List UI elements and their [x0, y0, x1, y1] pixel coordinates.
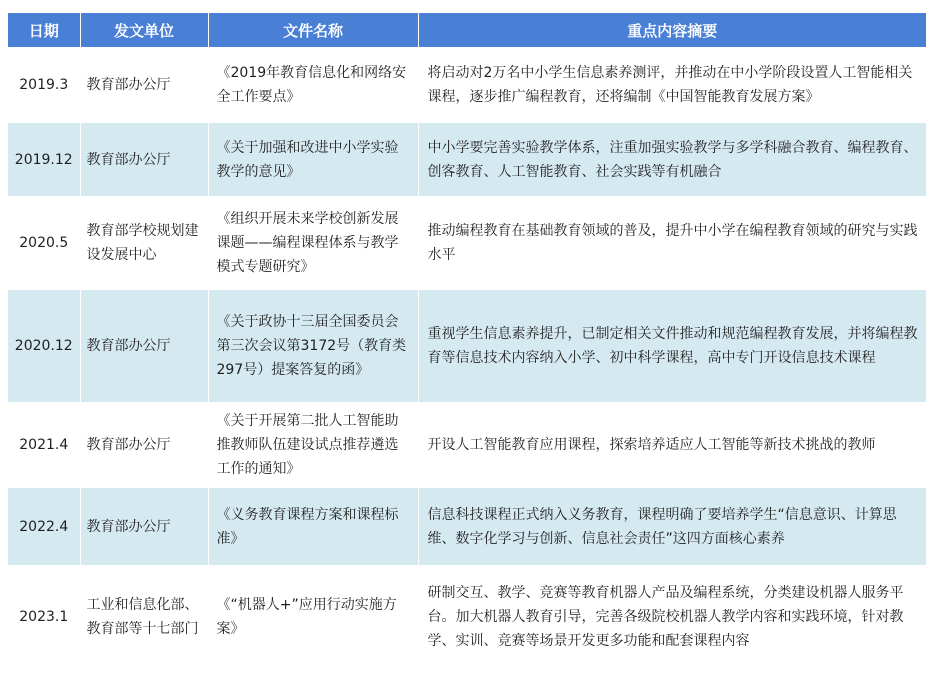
table-row — [8, 290, 926, 402]
cell-date: 2023.1 — [8, 565, 80, 669]
cell-summary: 开设人工智能教育应用课程，探索培养适应人工智能等新技术挑战的教师 — [427, 437, 876, 453]
cell-date: 2019.3 — [8, 47, 80, 123]
cell-summary: 推动编程教育在基础教育领域的普及，提升中小学在编程教育领域的研究与实践水平 — [427, 223, 918, 263]
cell-doc: 《关于开展第二批人工智能助推教师队伍建设试点推荐遴选工作的通知》 — [208, 402, 418, 488]
cell-unit: 教育部办公厅 — [80, 488, 208, 565]
cell-unit: 工业和信息化部、教育部等十七部门 — [80, 565, 208, 669]
cell-summary: 信息科技课程正式纳入义务教育，课程明确了要培养学生“信息意识、计算思维、数字化学习与创新、信息社会责任”这四方面核心素养 — [427, 506, 897, 547]
cell-doc: 《“机器人+”应用行动实施方案》 — [208, 565, 418, 669]
table-row — [8, 402, 926, 488]
cell-summary: 中小学要完善实验教学体系，注重加强实验教学与多学科融合教育、编程教育、创客教育、人工智能教育、社会实践等有机融合 — [427, 139, 918, 180]
cell-summary: 研制交互、教学、竞赛等教育机器人产品及编程系统，分类建设机器人服务平台。加大机器人教育引导，完善各级院校机器人教学内容和实践环境，针对教学、实训、竞赛等场景开发更多功能和配套课程内容 — [427, 585, 904, 649]
header-date: 日期 — [8, 13, 80, 47]
header-summary: 重点内容摘要 — [627, 21, 718, 40]
table-header — [8, 13, 926, 47]
table-row — [8, 196, 926, 290]
cell-date: 2021.4 — [8, 402, 80, 488]
cell-doc: 《关于加强和改进中小学实验教学的意见》 — [208, 123, 418, 196]
table-body — [8, 47, 926, 669]
header-row — [8, 13, 926, 47]
cell-unit: 教育部学校规划建设发展中心 — [80, 196, 208, 290]
table-row — [8, 488, 926, 565]
cell-unit: 教育部办公厅 — [80, 47, 208, 123]
cell-date: 2020.5 — [8, 196, 80, 290]
cell-date: 2022.4 — [8, 488, 80, 565]
cell-unit: 教育部办公厅 — [80, 402, 208, 488]
cell-doc: 《义务教育课程方案和课程标准》 — [208, 488, 418, 565]
cell-date: 2019.12 — [8, 123, 80, 196]
cell-unit: 教育部办公厅 — [80, 290, 208, 402]
cell-summary: 将启动对2万名中小学生信息素养测评，并推动在中小学阶段设置人工智能相关课程，逐步推广编程教育，还将编制《中国智能教育发展方案》 — [427, 65, 913, 105]
policy-table — [8, 13, 926, 669]
cell-summary: 重视学生信息素养提升，已制定相关文件推动和规范编程教育发展，并将编程教育等信息技术内容纳入小学、初中科学课程，高中专门开设信息技术课程 — [427, 326, 918, 366]
header-unit: 发文单位 — [80, 13, 208, 47]
cell-doc: 《组织开展未来学校创新发展课题——编程课程体系与教学模式专题研究》 — [208, 196, 418, 290]
table-row — [8, 565, 926, 669]
cell-doc: 《关于政协十三届全国委员会第三次会议第3172号（教育类297号）提案答复的函》 — [208, 290, 418, 402]
cell-doc: 《2019年教育信息化和网络安全工作要点》 — [208, 47, 418, 123]
cell-unit: 教育部办公厅 — [80, 123, 208, 196]
table-row — [8, 47, 926, 123]
table-row — [8, 123, 926, 196]
cell-date: 2020.12 — [8, 290, 80, 402]
header-doc: 文件名称 — [208, 13, 418, 47]
